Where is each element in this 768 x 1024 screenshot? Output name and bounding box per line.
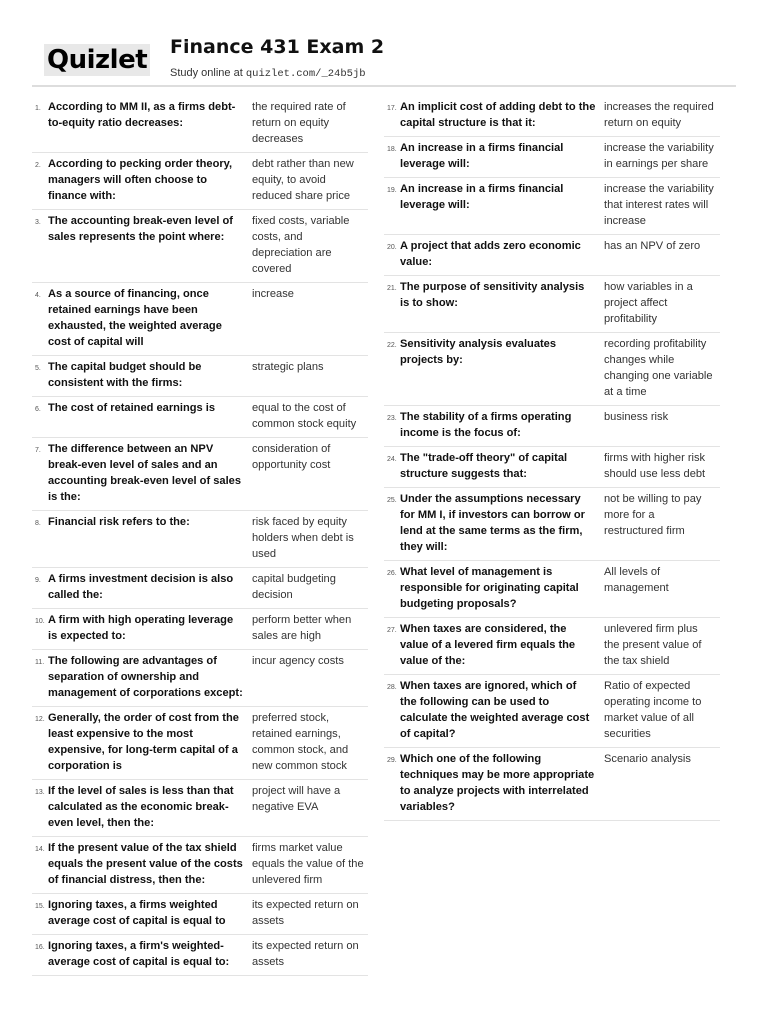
card-term: The capital budget should be consistent with the firms: (48, 361, 202, 389)
flashcard-row (384, 488, 720, 561)
card-definition: fixed costs, variable costs, and depreciation are covered (252, 215, 350, 275)
flashcard-row (32, 96, 368, 153)
card-term: The cost of retained earnings is (48, 402, 216, 414)
study-online-line (170, 67, 366, 80)
flashcard-row (384, 178, 720, 235)
card-term: An increase in a firms financial leverage will: (400, 142, 564, 170)
card-number: 3. (35, 219, 41, 226)
flashcard-row (32, 356, 368, 397)
card-definition: has an NPV of zero (604, 240, 701, 252)
card-number: 2. (35, 162, 41, 169)
card-definition: its expected return on assets (252, 940, 359, 968)
card-number: 26. (387, 570, 397, 577)
card-number: 29. (387, 757, 397, 764)
study-online-label: Study online at (170, 67, 246, 79)
card-definition: Ratio of expected operating income to market value of all securities (604, 680, 702, 740)
card-number: 12. (35, 716, 45, 723)
card-definition: increase (252, 288, 294, 300)
header (32, 30, 736, 86)
card-term: If the level of sales is less than that calculated as the economic break-even level, then the: (48, 785, 234, 829)
card-term: The difference between an NPV break-even level of sales and an accounting break-even level of sales is the: (48, 443, 241, 503)
card-term: Financial risk refers to the: (48, 516, 190, 528)
card-term: A firms investment decision is also called the: (48, 573, 234, 601)
card-definition: its expected return on assets (252, 899, 359, 927)
card-term: The purpose of sensitivity analysis is to show: (400, 281, 585, 309)
cards-column-right (384, 96, 720, 821)
card-number: 27. (387, 627, 397, 634)
card-definition: not be willing to pay more for a restructured firm (604, 493, 702, 537)
card-term: The "trade-off theory" of capital structure suggests that: (400, 452, 568, 480)
card-term: If the present value of the tax shield equals the present value of the costs of financial distress, then the: (48, 842, 243, 886)
flashcard-row (32, 780, 368, 837)
card-term: An implicit cost of adding debt to the capital structure is that it: (400, 101, 596, 129)
card-definition: how variables in a project affect profitability (604, 281, 693, 325)
card-number: 8. (35, 520, 41, 527)
card-term: The accounting break-even level of sales represents the point where: (48, 215, 233, 243)
card-term: According to MM II, as a firms debt-to-equity ratio decreases: (48, 101, 236, 129)
card-definition: firms with higher risk should use less debt (604, 452, 706, 480)
card-definition: Scenario analysis (604, 753, 691, 765)
card-definition: preferred stock, retained earnings, common stock, and new common stock (252, 712, 349, 772)
card-number: 21. (387, 285, 397, 292)
card-term: A firm with high operating leverage is expected to: (48, 614, 234, 642)
flashcard-row (32, 210, 368, 283)
card-number: 11. (35, 659, 45, 666)
flashcard-row (32, 568, 368, 609)
card-number: 10. (35, 618, 45, 625)
card-number: 18. (387, 146, 397, 153)
flashcard-row (384, 96, 720, 137)
header-divider (32, 85, 736, 87)
flashcard-row (384, 235, 720, 276)
card-number: 9. (35, 577, 41, 584)
card-definition: capital budgeting decision (252, 573, 336, 601)
card-definition: strategic plans (252, 361, 324, 373)
flashcard-row (384, 333, 720, 406)
card-definition: perform better when sales are high (252, 614, 352, 642)
flashcard-row (384, 447, 720, 488)
cards-column-left (32, 96, 368, 976)
card-term: Ignoring taxes, a firms weighted average cost of capital is equal to (48, 899, 226, 927)
flashcard-row (32, 707, 368, 780)
card-term: What level of management is responsible for originating capital budgeting proposals? (400, 566, 579, 610)
page-title: Finance 431 Exam 2 (170, 36, 385, 58)
card-definition: All levels of management (604, 566, 669, 594)
flashcard-row (32, 650, 368, 707)
flashcard-row (384, 675, 720, 748)
card-number: 14. (35, 846, 45, 853)
flashcard-row (384, 748, 720, 821)
flashcard-row (32, 837, 368, 894)
flashcard-row (384, 137, 720, 178)
card-definition: consideration of opportunity cost (252, 443, 331, 471)
flashcard-row (384, 276, 720, 333)
card-number: 1. (35, 105, 41, 112)
card-number: 6. (35, 406, 41, 413)
card-definition: risk faced by equity holders when debt is used (252, 516, 354, 560)
card-number: 5. (35, 365, 41, 372)
card-term: Ignoring taxes, a firm's weighted-average cost of capital is equal to: (48, 940, 230, 968)
flashcard-row (32, 935, 368, 976)
card-definition: increase the variability that interest rates will increase (604, 183, 714, 227)
card-definition: recording profitability changes while changing one variable at a time (604, 338, 713, 398)
card-term: The stability of a firms operating income is the focus of: (400, 411, 572, 439)
flashcard-row (32, 397, 368, 438)
card-term: Sensitivity analysis evaluates projects by: (400, 338, 557, 366)
card-term: An increase in a firms financial leverage will: (400, 183, 564, 211)
card-definition: equal to the cost of common stock equity (252, 402, 357, 430)
card-definition: increases the required return on equity (604, 101, 714, 129)
card-number: 16. (35, 944, 45, 951)
card-term: A project that adds zero economic value: (400, 240, 581, 268)
card-number: 17. (387, 105, 397, 112)
card-definition: the required rate of return on equity decreases (252, 101, 346, 145)
flashcard-row (32, 511, 368, 568)
quizlet-logo[interactable]: Quizlet (44, 44, 150, 76)
flashcard-row (32, 894, 368, 935)
card-term: When taxes are considered, the value of a levered firm equals the value of the: (400, 623, 576, 667)
flashcard-row (32, 438, 368, 511)
card-number: 28. (387, 684, 397, 691)
card-term: Under the assumptions necessary for MM I, if investors can borrow or lend at the same terms as the firm, they will: (400, 493, 585, 553)
card-number: 7. (35, 447, 41, 454)
card-number: 13. (35, 789, 45, 796)
card-term: Generally, the order of cost from the least expensive to the most expensive, for long-term capital of a corporation is (48, 712, 239, 772)
flashcard-row (32, 153, 368, 210)
flashcard-row (32, 609, 368, 650)
flashcard-row (384, 618, 720, 675)
card-number: 19. (387, 187, 397, 194)
card-definition: business risk (604, 411, 669, 423)
card-number: 23. (387, 415, 397, 422)
card-number: 20. (387, 244, 397, 251)
card-definition: firms market value equals the value of the unlevered firm (252, 842, 364, 886)
card-term: When taxes are ignored, which of the following can be used to calculate the weighted average cost of capital? (400, 680, 590, 740)
card-definition: debt rather than new equity, to avoid reduced share price (252, 158, 354, 202)
flashcard-row (384, 406, 720, 447)
card-definition: increase the variability in earnings per share (604, 142, 714, 170)
study-url-link[interactable]: quizlet.com/_24b5jb (245, 68, 366, 80)
card-number: 24. (387, 456, 397, 463)
card-number: 15. (35, 903, 45, 910)
card-number: 4. (35, 292, 41, 299)
card-term: Which one of the following techniques may be more appropriate to analyze projects with interrelated variables? (400, 753, 595, 813)
card-term: The following are advantages of separation of ownership and management of corporations except: (48, 655, 243, 699)
flashcard-row (32, 283, 368, 356)
card-term: As a source of financing, once retained earnings have been exhausted, the weighted average cost of capital will (48, 288, 222, 348)
card-term: According to pecking order theory, managers will often choose to finance with: (48, 158, 233, 202)
card-number: 22. (387, 342, 397, 349)
card-definition: unlevered firm plus the present value of the tax shield (604, 623, 702, 667)
card-definition: project will have a negative EVA (252, 785, 341, 813)
flashcard-row (384, 561, 720, 618)
card-number: 25. (387, 497, 397, 504)
card-definition: incur agency costs (252, 655, 344, 667)
